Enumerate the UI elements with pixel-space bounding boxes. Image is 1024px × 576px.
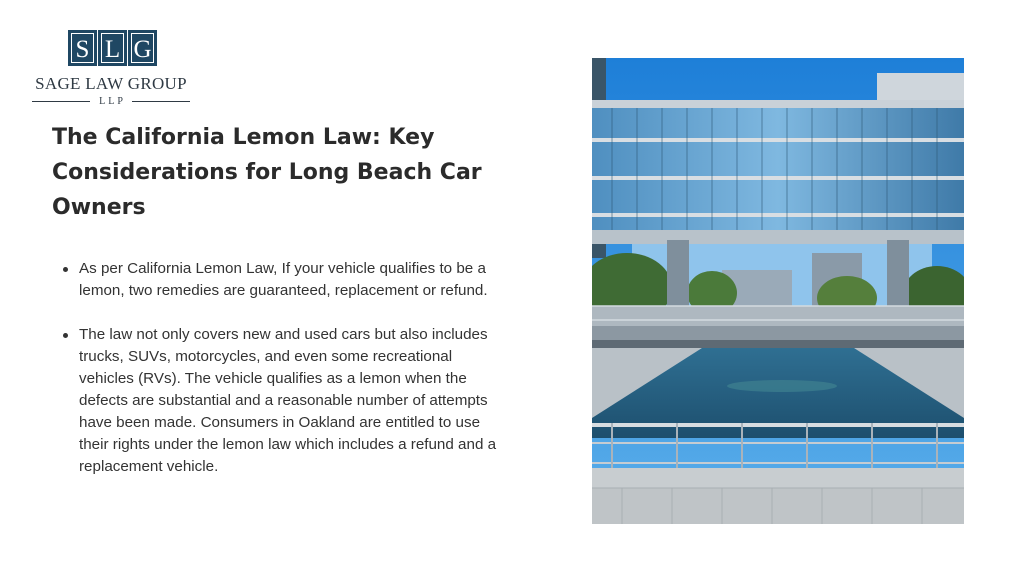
bullet-dot xyxy=(63,333,68,338)
logo-suffix-row xyxy=(28,95,194,107)
logo-rule-right xyxy=(132,101,190,102)
logo-monogram xyxy=(68,30,158,66)
logo-rule-left xyxy=(32,101,90,102)
building-photo xyxy=(592,58,964,524)
logo-letter-g: G xyxy=(128,30,157,66)
bullet-text: As per California Lemon Law, If your vehicle qualifies to be a lemon, two remedies are guaranteed, replacement or refund. xyxy=(79,260,488,299)
logo-letter-l: L xyxy=(98,30,127,66)
page-title: The California Lemon Law: Key Considerations for Long Beach Car Owners xyxy=(52,125,482,220)
bullet-item xyxy=(60,324,510,478)
logo-firm-name: SAGE LAW GROUP xyxy=(35,74,187,93)
logo-suffix: LLP xyxy=(99,95,126,107)
bullet-item xyxy=(60,258,510,302)
logo-letter-s: S xyxy=(68,30,97,66)
sage-law-group-logo xyxy=(28,30,194,110)
bullet-dot xyxy=(63,267,68,272)
bullet-list xyxy=(60,258,510,500)
bullet-text: The law not only covers new and used cars but also includes trucks, SUVs, motorcycles, and even some recreational vehicles (RVs). The vehicle qualifies as a lemon when the defects are substantial and a reasonable number of attempts have been made. Consumers in Oakland are entitled to use their rights under the lemon law which includes a refund and a replacement vehicle. xyxy=(79,326,497,475)
